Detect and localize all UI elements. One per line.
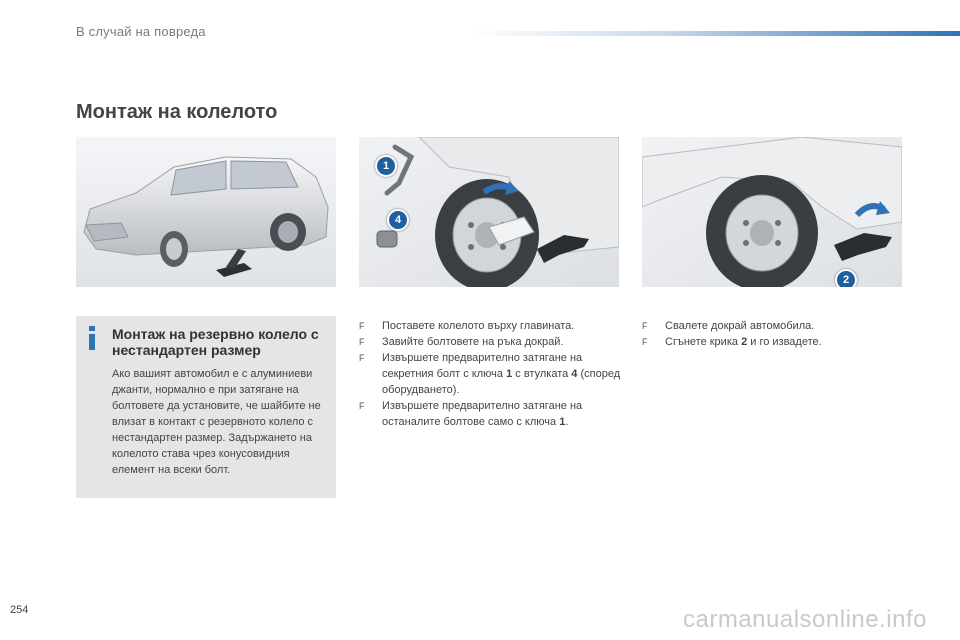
list-item <box>359 350 621 398</box>
info-box-title: Монтаж на резервно колело с нестандартен размер <box>112 326 319 358</box>
step-text: Свалете докрай автомобила. <box>665 320 815 332</box>
list-item <box>642 334 904 350</box>
ref-number: 1 <box>559 416 566 428</box>
car-on-jack-illustration <box>76 137 336 287</box>
bullet-marker: F <box>359 401 365 411</box>
list-item <box>359 334 621 350</box>
step-text: . <box>565 416 569 428</box>
list-item <box>359 318 621 334</box>
info-box <box>76 316 336 498</box>
bullet-marker: F <box>642 321 648 331</box>
step-text: Завийте болтовете на ръка докрай. <box>382 336 564 348</box>
step-text: Сгънете крика <box>665 336 742 348</box>
fitting-wheel-illustration <box>359 137 619 287</box>
step-text: (според оборудването). <box>382 368 621 396</box>
list-item <box>642 318 904 334</box>
step-text: Извършете предварително затягане на останалите болтове само с ключа <box>382 400 583 428</box>
info-icon <box>87 326 97 350</box>
bullet-marker: F <box>642 337 648 347</box>
bullet-marker: F <box>359 337 365 347</box>
ref-number: 1 <box>506 368 513 380</box>
header-accent-bar <box>470 31 960 36</box>
instructions-right <box>642 318 904 350</box>
ref-number: 4 <box>571 368 578 380</box>
step-text: Поставете колелото върху главината. <box>382 320 575 332</box>
bullet-marker: F <box>359 321 365 331</box>
list-item <box>359 398 621 430</box>
step-text: и го извадете. <box>747 336 822 348</box>
section-header: В случай на повреда <box>76 24 206 39</box>
callout-4-badge: 4 <box>387 209 409 231</box>
step-text: с втулката <box>512 368 572 380</box>
info-box-body: Ако вашият автомобил е с алуминиеви джанти, нормално е при затягане на болтовете да установите, че шайбите не влизат в контакт с резервното колело с нестандартен размер. Задържането на колелото става чрез конусовидния елемент на всеки болт. <box>112 368 321 476</box>
lowering-vehicle-illustration <box>642 137 902 287</box>
ref-number: 2 <box>741 336 748 348</box>
page-number: 254 <box>10 604 29 616</box>
callout-2-badge: 2 <box>835 269 857 287</box>
page-title: Монтаж на колелото <box>76 101 278 123</box>
callout-1-badge: 1 <box>375 155 397 177</box>
step-text: Извършете предварително затягане на секретния болт с ключа <box>382 352 583 380</box>
bullet-marker: F <box>359 353 365 363</box>
watermark: carmanualsonline.info <box>683 606 927 633</box>
instructions-middle <box>359 318 621 430</box>
